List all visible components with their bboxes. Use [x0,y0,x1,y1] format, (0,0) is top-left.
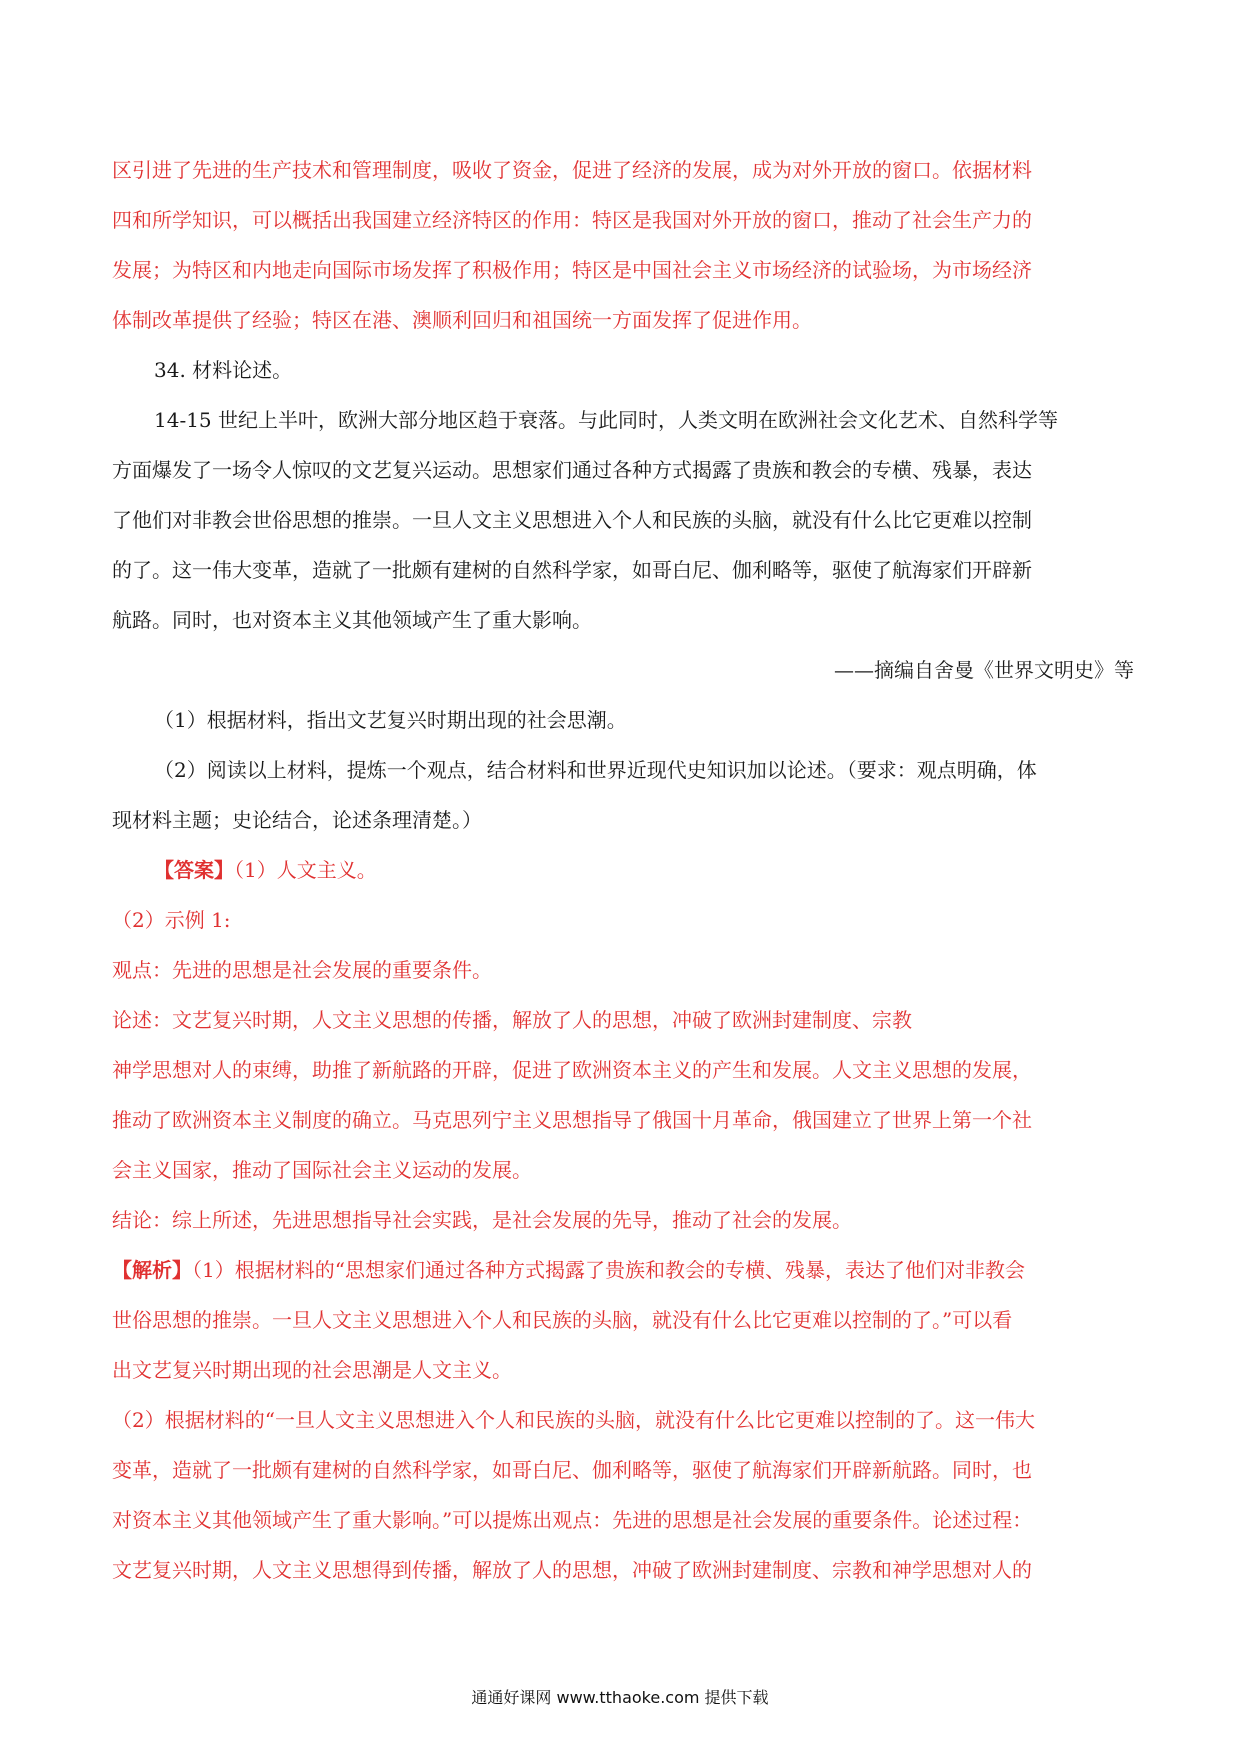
answer-part1-text: （1）人文主义。 [234,858,377,882]
sub-question-2-cont: 现材料主题；史论结合，论述条理清楚。） [112,808,482,832]
answer-argument-line: 会主义国家，推动了国际社会主义运动的发展。 [112,1158,532,1182]
analysis-part1 [112,1254,1134,1304]
answer-part1 [112,854,1134,904]
material-source: ——摘编自舍曼《世界文明史》等 [834,658,1134,682]
material-line: 的了。这一伟大变革，造就了一批颇有建树的自然科学家，如哥白尼、伽利略等，驱使了航海家们开辟新 [112,558,1032,582]
analysis-label: 【解析】 [112,1258,192,1282]
analysis-line: 出文艺复兴时期出现的社会思潮是人文主义。 [112,1358,512,1382]
answer-prev-line: 体制改革提供了经验；特区在港、澳顺利回归和祖国统一方面发挥了促进作用。 [112,308,812,332]
answer-label: 【答案】 [154,858,234,882]
answer-argument-line: 论述：文艺复兴时期，人文主义思想的传播，解放了人的思想，冲破了欧洲封建制度、宗教 [112,1008,912,1032]
answer-viewpoint: 观点：先进的思想是社会发展的重要条件。 [112,958,492,982]
material-line: 了他们对非教会世俗思想的推崇。一旦人文主义思想进入个人和民族的头脑，就没有什么比它更难以控制 [112,508,1032,532]
material-line: 14-15 世纪上半叶，欧洲大部分地区趋于衰落。与此同时，人类文明在欧洲社会文化艺术、自然科学等 [154,408,1059,432]
answer-prev-line: 发展；为特区和内地走向国际市场发挥了积极作用；特区是中国社会主义市场经济的试验场，为市场经济 [112,258,1032,282]
material-line: 航路。同时，也对资本主义其他领域产生了重大影响。 [112,608,592,632]
analysis-part1-text: （1）根据材料的“思想家们通过各种方式揭露了贵族和教会的专横、残暴，表达了他们对非教会 [192,1258,1025,1282]
material-line: 方面爆发了一场令人惊叹的文艺复兴运动。思想家们通过各种方式揭露了贵族和教会的专横、残暴，表达 [112,458,1032,482]
analysis-line: 文艺复兴时期，人文主义思想得到传播，解放了人的思想，冲破了欧洲封建制度、宗教和神学思想对人的 [112,1558,1032,1582]
answer-argument-line: 推动了欧洲资本主义制度的确立。马克思列宁主义思想指导了俄国十月革命，俄国建立了世界上第一个社 [112,1108,1032,1132]
answer-prev-line: 四和所学知识，可以概括出我国建立经济特区的作用：特区是我国对外开放的窗口，推动了社会生产力的 [112,208,1032,232]
answer-example: （2）示例 1: [112,908,231,932]
answer-prev-line: 区引进了先进的生产技术和管理制度，吸收了资金，促进了经济的发展，成为对外开放的窗口。依据材料 [112,158,1032,182]
analysis-line: 变革，造就了一批颇有建树的自然科学家，如哥白尼、伽利略等，驱使了航海家们开辟新航路。同时，也 [112,1458,1032,1482]
sub-question-2: （2）阅读以上材料，提炼一个观点，结合材料和世界近现代史知识加以论述。（要求：观点明确，体 [154,758,1037,782]
answer-argument-line: 神学思想对人的束缚，助推了新航路的开辟，促进了欧洲资本主义的产生和发展。人文主义思想的发展， [112,1058,1032,1082]
document-page [112,154,1134,1604]
analysis-line: （2）根据材料的“一旦人文主义思想进入个人和民族的头脑，就没有什么比它更难以控制的了。这一伟大 [112,1408,1035,1432]
sub-question-1: （1）根据材料，指出文艺复兴时期出现的社会思潮。 [154,708,627,732]
analysis-line: 世俗思想的推崇。一旦人文主义思想进入个人和民族的头脑，就没有什么比它更难以控制的了。”可以看 [112,1308,1013,1332]
answer-conclusion: 结论：综上所述，先进思想指导社会实践，是社会发展的先导，推动了社会的发展。 [112,1208,852,1232]
question-title: 34. 材料论述。 [154,358,293,382]
page-footer: 通通好课网 www.tthaoke.com 提供下载 [471,1688,769,1707]
analysis-line: 对资本主义其他领域产生了重大影响。”可以提炼出观点：先进的思想是社会发展的重要条件。论述过程： [112,1508,1033,1532]
